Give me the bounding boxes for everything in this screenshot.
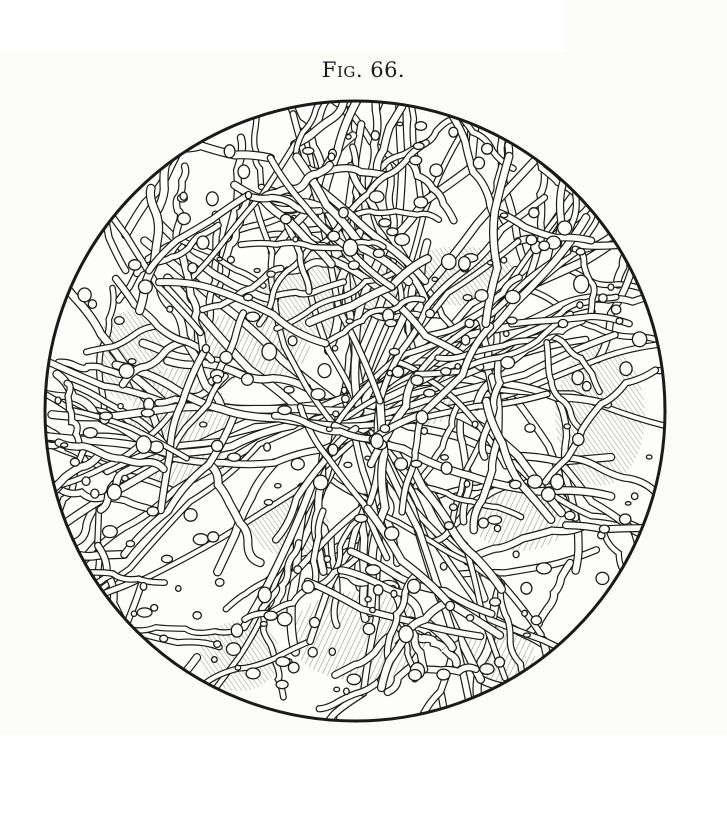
spore-cell <box>482 143 493 154</box>
spore-cell <box>620 362 632 376</box>
spore-cell <box>206 192 218 206</box>
page-top-margin <box>0 0 565 52</box>
hypha-outline <box>89 96 143 167</box>
hypha-outline <box>625 158 638 271</box>
hypha-outline <box>87 700 113 726</box>
spore-cell <box>501 357 515 369</box>
hypha-lumen <box>89 96 143 167</box>
spore-cell <box>328 444 338 455</box>
spore-cell <box>311 389 325 400</box>
spore-cell <box>542 488 556 502</box>
spore-cell <box>551 474 564 489</box>
hypha-outline <box>198 711 245 726</box>
spore-cell <box>329 648 335 655</box>
spore-cell <box>262 343 277 360</box>
spore-cell <box>281 214 292 223</box>
spore-cell <box>365 456 370 460</box>
spore-cell <box>128 359 136 364</box>
spore-cell <box>180 192 187 200</box>
spore-cell <box>373 249 384 257</box>
spore-cell <box>88 300 96 309</box>
spore-cell <box>392 366 403 377</box>
spore-cell <box>228 453 241 461</box>
spore-cell <box>308 647 317 657</box>
spore-cell <box>488 261 493 265</box>
spore-cell <box>432 277 438 281</box>
hypha-outline <box>545 667 640 696</box>
spore-cell <box>137 608 152 617</box>
hypha-lumen <box>198 711 245 726</box>
spore-cell <box>409 670 422 681</box>
spore-cell <box>500 213 507 218</box>
spore-cell <box>160 635 168 642</box>
spore-cell <box>264 443 271 451</box>
spore-cell <box>461 335 469 345</box>
spore-cell <box>193 534 208 545</box>
hypha-outline <box>59 624 125 726</box>
spore-cell <box>78 288 91 302</box>
spore-cell <box>424 389 435 397</box>
spore-cell <box>346 319 353 324</box>
hypha-lumen <box>658 230 670 246</box>
spore-cell <box>389 348 399 355</box>
spore-cell <box>416 411 428 424</box>
spore-cell <box>278 406 291 415</box>
spore-cell <box>574 275 589 293</box>
spore-cell <box>488 516 502 525</box>
hypha-lumen <box>72 96 129 134</box>
spore-cell <box>513 551 519 558</box>
spore-cell <box>122 475 129 481</box>
spore-cell <box>631 493 638 500</box>
spore-cell <box>254 269 260 273</box>
spore-cell <box>395 234 410 246</box>
spore-cell <box>410 156 422 165</box>
spore-cell <box>61 443 68 447</box>
spore-cell <box>294 566 302 574</box>
hypha-lumen <box>565 663 596 726</box>
spore-cell <box>437 669 450 680</box>
spore-cell <box>275 484 281 488</box>
spore-cell <box>576 248 585 255</box>
spore-cell <box>276 680 288 688</box>
spore-cell <box>421 428 427 435</box>
spore-cell <box>525 424 535 432</box>
spore-cell <box>212 657 218 663</box>
hypha-outline <box>565 663 596 726</box>
hypha-lumen <box>610 712 670 726</box>
spore-cell <box>455 364 460 370</box>
spore-cell <box>302 581 314 594</box>
spore-cell <box>176 586 181 592</box>
hypha-outline <box>63 569 77 726</box>
spore-cell <box>284 386 294 393</box>
spore-cell <box>342 395 350 402</box>
spore-cell <box>465 319 474 327</box>
spore-cell <box>291 458 304 469</box>
hypha-outline <box>577 619 627 705</box>
spore-cell <box>430 164 443 177</box>
spore-cell <box>208 532 219 542</box>
spore-cell <box>326 427 332 432</box>
hypha-lumen <box>63 569 77 726</box>
spore-cell <box>441 455 449 460</box>
spore-cell <box>342 387 347 393</box>
hypha-lumen <box>64 661 167 690</box>
spore-cell <box>426 309 435 317</box>
spore-cell <box>616 318 623 324</box>
spore-cell <box>278 612 292 625</box>
spore-cell <box>608 284 614 290</box>
hypha-lumen <box>87 700 113 726</box>
spore-cell <box>582 382 591 391</box>
hypha-lumen <box>506 96 616 107</box>
micrograph-figure <box>40 96 670 726</box>
spore-cell <box>620 514 631 524</box>
spore-cell <box>411 460 422 467</box>
hypha-lumen <box>617 205 659 284</box>
spore-cell <box>193 612 201 619</box>
spore-cell <box>467 615 474 621</box>
spore-cell <box>415 122 427 131</box>
spore-cell <box>572 371 584 385</box>
spore-cell <box>558 221 572 235</box>
spore-cell <box>449 127 458 137</box>
spore-cell <box>82 477 90 486</box>
spore-cell <box>344 462 352 467</box>
spore-cell <box>599 294 607 302</box>
hypha-outline <box>40 335 43 442</box>
spore-cell <box>129 260 141 270</box>
hypha-lumen <box>40 708 77 726</box>
spore-cell <box>494 525 500 532</box>
spore-cell <box>564 424 570 429</box>
spore-cell <box>395 458 408 470</box>
spore-cell <box>446 601 455 610</box>
spore-cell <box>310 617 320 627</box>
spore-cell <box>558 319 567 327</box>
spore-cell <box>314 475 328 490</box>
spore-cell <box>521 582 532 594</box>
hypha-lumen <box>641 230 670 275</box>
hypha-lumen <box>625 158 638 271</box>
spore-cell <box>264 611 277 620</box>
spore-cell <box>565 511 575 519</box>
spore-cell <box>632 332 646 347</box>
spore-cell <box>463 295 472 301</box>
spore-cell <box>136 436 151 454</box>
spore-cell <box>380 425 389 433</box>
spore-cell <box>344 688 350 694</box>
spore-cell <box>355 514 368 522</box>
spore-cell <box>414 197 428 208</box>
spore-cell <box>529 208 539 218</box>
spore-cell <box>385 527 399 540</box>
spore-cell <box>441 368 451 376</box>
spore-cell <box>303 148 314 155</box>
page-bottom-margin <box>0 735 727 813</box>
spore-cell <box>411 375 423 385</box>
spore-cell <box>625 502 631 505</box>
spore-cell <box>510 480 521 488</box>
spore-cell <box>276 657 290 667</box>
spore-cell <box>197 236 209 249</box>
spore-cell <box>490 598 501 606</box>
spore-cell <box>140 583 147 591</box>
spore-cell <box>507 317 517 324</box>
spore-cell <box>288 662 299 673</box>
spore-cell <box>414 143 425 150</box>
hypha-lumen <box>587 96 644 99</box>
spore-cell <box>374 585 383 595</box>
hypha-outline <box>90 96 114 185</box>
hypha-outline <box>506 96 616 107</box>
spore-cell <box>397 122 403 126</box>
spore-cell <box>505 290 520 303</box>
spore-cell <box>333 411 339 417</box>
hypha-lumen <box>481 679 643 714</box>
spore-cell <box>480 664 494 675</box>
spore-cell <box>328 153 335 161</box>
spore-cell <box>348 261 359 270</box>
spore-cell <box>267 271 275 277</box>
hypha-outline <box>64 661 167 690</box>
spore-cell <box>445 522 454 530</box>
spore-cell <box>226 643 240 656</box>
spore-cell <box>100 412 113 420</box>
spore-cell <box>371 434 383 449</box>
spore-cell <box>264 500 272 506</box>
hypha-lumen <box>40 335 43 442</box>
spore-cell <box>385 319 397 326</box>
spore-cell <box>83 428 97 438</box>
spore-cell <box>387 370 392 376</box>
hypha-lumen <box>59 624 125 726</box>
spore-cell <box>184 509 197 522</box>
figure-caption-text: Fig. 66. <box>321 58 406 82</box>
spore-cell <box>227 256 234 263</box>
spore-cell <box>214 641 221 648</box>
spore-cell <box>70 458 79 466</box>
spore-cell <box>324 556 331 563</box>
spore-cell <box>246 668 260 679</box>
spore-cell <box>522 610 528 616</box>
spore-cell <box>596 572 609 584</box>
spore-cell <box>245 191 251 198</box>
spore-cell <box>440 563 447 571</box>
spore-cell <box>334 687 340 691</box>
hypha-outline <box>488 96 567 108</box>
spore-cell <box>147 507 158 516</box>
spore-cell <box>441 462 452 474</box>
spore-cell <box>332 346 337 351</box>
spore-cell <box>258 587 271 603</box>
spore-cell <box>224 145 235 158</box>
spore-cell <box>369 191 384 203</box>
spore-cell <box>528 475 543 488</box>
spore-cell <box>212 440 223 451</box>
spore-cell <box>162 555 173 562</box>
spore-cell <box>215 579 224 587</box>
spore-cell <box>347 674 361 685</box>
spore-cell <box>346 135 351 140</box>
hypha-lumen <box>643 670 670 714</box>
spore-cell <box>167 306 173 312</box>
hypha-outline <box>72 96 129 134</box>
spore-cell <box>217 257 222 260</box>
spore-cell <box>188 263 197 273</box>
hypha-outline <box>612 161 649 245</box>
hypha-outline <box>658 230 670 246</box>
micrograph-illustration-icon <box>40 96 670 726</box>
spore-cell <box>495 657 505 667</box>
spore-cell <box>523 633 530 637</box>
spore-cell <box>220 351 232 363</box>
spore-cell <box>611 305 620 314</box>
spore-cell <box>646 455 652 459</box>
spore-cell <box>242 374 254 386</box>
spore-cell <box>531 616 541 625</box>
hypha-outline <box>40 243 41 435</box>
spore-cell <box>115 317 125 325</box>
spore-cell <box>339 207 348 218</box>
spore-cell <box>126 541 134 547</box>
spore-cell <box>141 409 154 417</box>
hypha-lumen <box>90 96 114 185</box>
spore-cell <box>328 231 340 241</box>
spore-cell <box>366 565 381 575</box>
spore-cell <box>363 623 375 634</box>
hypha-lumen <box>612 161 649 245</box>
spore-cell <box>131 611 136 616</box>
hypha-outline <box>643 670 670 714</box>
spore-cell <box>472 421 478 427</box>
spore-cell <box>178 213 191 225</box>
spore-cell <box>235 665 241 670</box>
hypha-outline <box>641 230 670 275</box>
hypha-outline <box>587 96 644 99</box>
spore-cell <box>55 397 61 404</box>
spore-cell <box>318 364 331 378</box>
spore-cell <box>391 590 397 597</box>
spore-cell <box>577 302 583 309</box>
spore-cell <box>91 489 99 498</box>
spore-cell <box>288 336 297 346</box>
figure-caption <box>0 58 727 82</box>
spore-cell <box>370 607 376 612</box>
hypha-outline <box>40 708 77 726</box>
spore-cell <box>213 375 222 383</box>
spore-cell <box>231 624 242 637</box>
spore-cell <box>365 597 371 602</box>
hypha-outline <box>610 712 670 726</box>
spore-cell <box>244 294 253 301</box>
spore-cell <box>478 518 488 528</box>
spore-cell <box>200 422 207 427</box>
hypha-lumen <box>488 96 567 108</box>
spore-cell <box>202 345 209 353</box>
spore-cell <box>539 241 550 250</box>
spore-cell <box>501 257 507 263</box>
hypha-outline <box>481 679 643 714</box>
spore-cell <box>371 131 379 140</box>
spore-cell <box>450 504 458 511</box>
spore-cell <box>387 228 398 236</box>
spore-cell <box>442 254 456 269</box>
spore-cell <box>504 331 509 337</box>
spore-cell <box>526 235 537 245</box>
spore-cell <box>103 526 118 538</box>
spore-cell <box>464 481 470 488</box>
spore-cell <box>473 157 484 169</box>
spore-cell <box>399 626 413 643</box>
spore-cell <box>408 579 421 593</box>
spore-cell <box>246 312 260 321</box>
spore-cell <box>118 404 123 409</box>
spore-cell <box>293 237 298 242</box>
hypha-lumen <box>40 243 41 435</box>
spore-cell <box>260 622 267 627</box>
spore-cell <box>379 219 391 227</box>
spore-cell <box>238 165 250 179</box>
spore-cell <box>536 563 551 574</box>
spore-cell <box>459 257 471 271</box>
spore-cell <box>107 484 121 500</box>
spore-cell <box>573 433 584 445</box>
hypha-lumen <box>545 667 640 696</box>
hypha-lumen <box>577 619 627 705</box>
spore-cell <box>475 290 488 302</box>
spore-cell <box>343 239 357 256</box>
spore-cell <box>139 280 153 294</box>
spore-cell <box>119 364 134 379</box>
spore-cell <box>599 525 609 533</box>
